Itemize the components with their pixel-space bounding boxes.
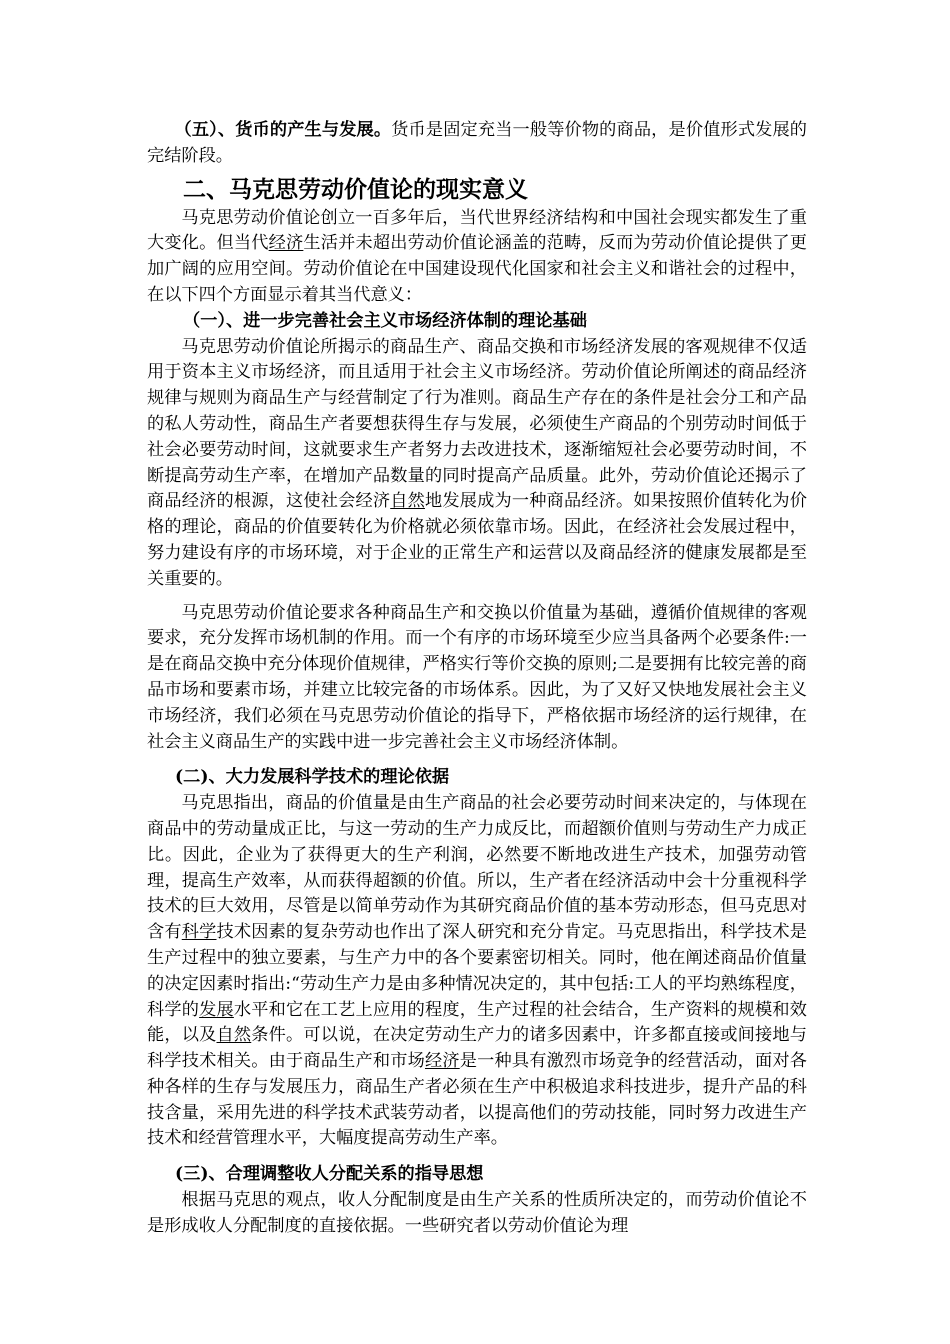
part2-text-3: 水平和它在工艺上应用的程度，生产过程的社会结合，生产资料的规模和效能，以及 <box>147 999 807 1046</box>
part1-text-b: 地发展成为一种商品经济。如果按照价值转化为价格的理论，商品的价值要转化为价格就必须依靠市场。因此，在经济社会发展过程中，努力建设有序的市场环境，对于企业的正常生产和运营以及商品经济的健康发展都是至关重要的。 <box>147 491 807 589</box>
part2-text-4: 条件。可以说，在决定劳动生产力的诸多因素中，许多都直接或间接地与科学技术相关。由于商品生产和市场 <box>147 1025 807 1072</box>
part1-text-a: 马克思劳动价值论所揭示的商品生产、商品交换和市场经济发展的客观规律不仅适用于资本主义市场经济，而且适用于社会主义市场经济。劳动价值论所阐述的商品经济规律与规则为商品生产与经营制定了行为准则。商品生产存在的条件是社会分工和产品的私人劳动性，商品生产者要想获得生存与发展，必须使生产商品的个别劳动时间低于社会必要劳动时间，这就要求生产者努力去改进技术，逐渐缩短社会必要劳动时间，不断提高劳动生产率，在增加产品数量的同时提高产品质量。此外，劳动价值论还揭示了商品经济的根源，这使社会经济 <box>147 336 807 512</box>
section5-paragraph <box>147 118 807 170</box>
link-economy[interactable]: 经济 <box>268 233 304 254</box>
part1-paragraph-2: 马克思劳动价值论要求各种商品生产和交换以价值量为基础，遵循价值规律的客观要求，充分发挥市场机制的作用。而一个有序的市场环境至少应当具备两个必要条件:一是在商品交换中充分体现价值规律，严格实行等价交换的原则;二是要拥有比较完善的商品市场和要素市场，并建立比较完备的市场体系。因此，为了又好又快地发展社会主义市场经济，我们必须在马克思劳动价值论的指导下，严格依据市场经济的运行规律，在社会主义商品生产的实践中进一步完善社会主义市场经济体制。 <box>147 602 807 752</box>
part1-paragraph-1 <box>147 335 807 593</box>
chapter2-title: 二、马克思劳动价值论的现实意义 <box>183 175 528 203</box>
part2-text-1: 马克思指出，商品的价值量是由生产商品的社会必要劳动时间来决定的，与体现在商品中的劳动量成正比，与这一劳动的生产力成反比，而超额价值则与劳动生产力成正比。因此，企业为了获得更大的生产利润，必然要不断地改进生产技术，加强劳动管理，提高生产效率，从而获得超额的价值。所以，生产者在经济活动中会十分重视科学技术的巨大效用，尽管是以简单劳动作为其研究商品价值的基本劳动形态，但马克思对含有 <box>147 793 807 943</box>
link-nature-2[interactable]: 自然 <box>216 1025 252 1046</box>
document-page <box>147 118 807 1240</box>
chapter2-intro <box>147 206 807 309</box>
part2-paragraph <box>147 791 807 1152</box>
part2-text-5: 是一种具有激烈市场竞争的经营活动，面对各种各样的生存与发展压力，商品生产者必须在生产中积极追求科技进步，提升产品的科技含量，采用先进的科学技术武装劳动者，以提高他们的劳动技能，同时努力改进生产技术和经营管理水平，大幅度提高劳动生产率。 <box>147 1051 807 1149</box>
link-development[interactable]: 发展 <box>199 999 234 1020</box>
section5-text: 货币是固定充当一般等价物的商品，是价值形式发展的完结阶段。 <box>147 120 807 166</box>
section5-heading: （五）、货币的产生与发展。 <box>174 120 392 140</box>
intro-text-a: 马克思劳动价值论创立一百多年后，当代世界经济结构和中国社会现实都发生了重大变化。但当代 <box>147 207 807 254</box>
part2-text-2: 技术因素的复杂劳动也作出了深人研究和充分肯定。马克思指出，科学技术是生产过程中的独立要素，与生产力中的各个要素密切相关。同时，他在阐述商品价值量的决定因素时指出:“劳动生产力是由多种情况决定的，其中包括:工人的平均熟练程度，科学的 <box>147 922 807 1020</box>
part2-heading: (二)、大力发展科学技术的理论依据 <box>175 767 450 788</box>
link-economy-2[interactable]: 经济 <box>424 1051 460 1072</box>
intro-text-b: 生活并未超出劳动价值论涵盖的范畴，反而为劳动价值论提供了更加广阔的应用空间。劳动价值论在中国建设现代化国家和社会主义和谐社会的过程中，在以下四个方面显示着其当代意义： <box>147 233 807 305</box>
link-science[interactable]: 科学 <box>181 922 217 943</box>
link-nature[interactable]: 自然 <box>390 491 425 512</box>
part3-heading: (三)、合理调整收人分配关系的指导思想 <box>175 1164 484 1185</box>
part1-heading: （一）、进一步完善社会主义市场经济体制的理论基础 <box>183 310 587 331</box>
part3-paragraph: 根据马克思的观点，收人分配制度是由生产关系的性质所决定的，而劳动价值论不是形成收人分配制度的直接依据。一些研究者以劳动价值论为理 <box>147 1190 807 1236</box>
